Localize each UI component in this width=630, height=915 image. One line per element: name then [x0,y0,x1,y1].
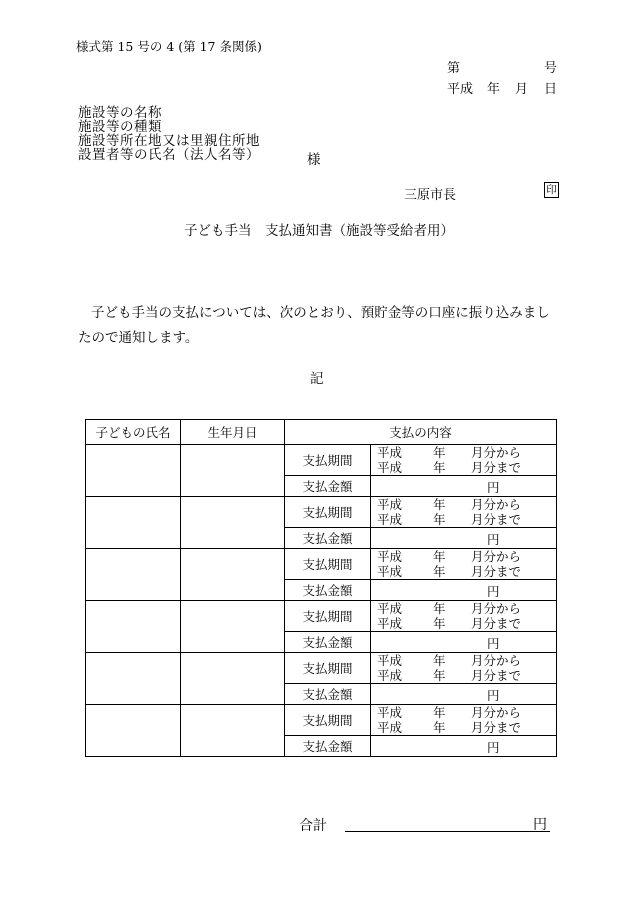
seal-mark: 印 [544,182,559,198]
header-child-name: 子どもの氏名 [86,420,181,445]
amount-label: 支払金額 [285,476,371,497]
child-name-cell [86,549,181,601]
payment-table [85,419,557,757]
amount-value [371,736,557,757]
header-payment-content: 支払の内容 [285,420,557,445]
amount-label: 支払金額 [285,684,371,705]
month-to-label: 月分まで [471,460,522,475]
table-row [86,653,557,684]
era-label: 平成 [377,720,403,735]
month-from-label: 月分から [471,601,522,616]
amount-label: 支払金額 [285,736,371,757]
date-era: 平成 [447,82,474,97]
period-value [371,653,557,684]
month-from-label: 月分から [471,705,522,720]
period-label: 支払期間 [285,653,371,684]
birthdate-cell [181,445,285,497]
birthdate-cell [181,601,285,653]
document-title: 子ども手当 支払通知書（施設等受給者用） [184,223,454,239]
year-label: 年 [433,497,446,512]
period-label: 支払期間 [285,445,371,476]
month-from-label: 月分から [471,653,522,668]
era-label: 平成 [377,616,403,631]
form-number: 様式第 15 号の 4 (第 17 条関係) [76,39,262,54]
table-row [86,705,557,736]
month-from-label: 月分から [471,497,522,512]
birthdate-cell [181,653,285,705]
era-label: 平成 [377,668,403,683]
year-label: 年 [433,668,446,683]
amount-value [371,632,557,653]
table-row [86,601,557,632]
birthdate-cell [181,549,285,601]
table-row [86,497,557,528]
era-label: 平成 [377,445,403,460]
amount-value [371,580,557,601]
year-label: 年 [433,512,446,527]
addressee-line: 施設等所在地又は里親住所地 [78,133,260,149]
month-from-label: 月分から [471,549,522,564]
birthdate-cell [181,705,285,757]
era-label: 平成 [377,549,403,564]
year-label: 年 [433,460,446,475]
month-to-label: 月分まで [471,720,522,735]
year-label: 年 [433,445,446,460]
era-label: 平成 [377,460,403,475]
period-label: 支払期間 [285,549,371,580]
child-name-cell [86,445,181,497]
month-to-label: 月分まで [471,616,522,631]
amount-value [371,476,557,497]
era-label: 平成 [377,653,403,668]
child-name-cell [86,601,181,653]
amount-label: 支払金額 [285,528,371,549]
year-label: 年 [433,705,446,720]
month-to-label: 月分まで [471,512,522,527]
yen-unit: 円 [487,480,500,495]
child-name-cell [86,705,181,757]
table-row [86,549,557,580]
year-label: 年 [433,720,446,735]
issuer-name: 三原市長 [404,188,457,203]
yen-unit: 円 [487,532,500,547]
number-suffix: 号 [544,61,558,76]
year-label: 年 [433,564,446,579]
era-label: 平成 [377,564,403,579]
period-label: 支払期間 [285,601,371,632]
amount-label: 支払金額 [285,580,371,601]
total-amount-line [345,815,550,832]
number-prefix: 第 [447,61,461,76]
year-label: 年 [433,653,446,668]
era-label: 平成 [377,512,403,527]
period-value [371,705,557,736]
addressee-line: 施設等の名称 [78,105,162,121]
yen-unit: 円 [487,636,500,651]
addressee-line: 施設等の種類 [78,119,162,135]
date-day: 日 [544,82,558,97]
period-value [371,601,557,632]
ki-heading: 記 [310,371,324,387]
era-label: 平成 [377,705,403,720]
amount-label: 支払金額 [285,632,371,653]
era-label: 平成 [377,601,403,616]
table-row [86,445,557,476]
month-to-label: 月分まで [471,564,522,579]
month-to-label: 月分まで [471,668,522,683]
addressee-line: 設置者等の氏名（法人名等） [78,147,260,163]
notice-body: 子ども手当の支払については、次のとおり、預貯金等の口座に振り込みましたので通知します。 [78,305,550,346]
period-label: 支払期間 [285,705,371,736]
child-name-cell [86,497,181,549]
date-month: 月 [515,82,529,97]
year-label: 年 [433,549,446,564]
amount-value [371,684,557,705]
period-value [371,549,557,580]
header-birthdate: 生年月日 [181,420,285,445]
yen-unit: 円 [487,688,500,703]
addressee-block [78,106,260,162]
period-value [371,497,557,528]
birthdate-cell [181,497,285,549]
year-label: 年 [433,616,446,631]
table-header-row [86,420,557,445]
yen-unit: 円 [487,584,500,599]
period-value [371,445,557,476]
era-label: 平成 [377,497,403,512]
date-year: 年 [487,82,501,97]
period-label: 支払期間 [285,497,371,528]
child-name-cell [86,653,181,705]
year-label: 年 [433,601,446,616]
total-unit: 円 [533,817,547,833]
total-label: 合計 [299,818,327,834]
yen-unit: 円 [487,740,500,755]
month-from-label: 月分から [471,445,522,460]
honorific: 様 [307,152,321,168]
amount-value [371,528,557,549]
